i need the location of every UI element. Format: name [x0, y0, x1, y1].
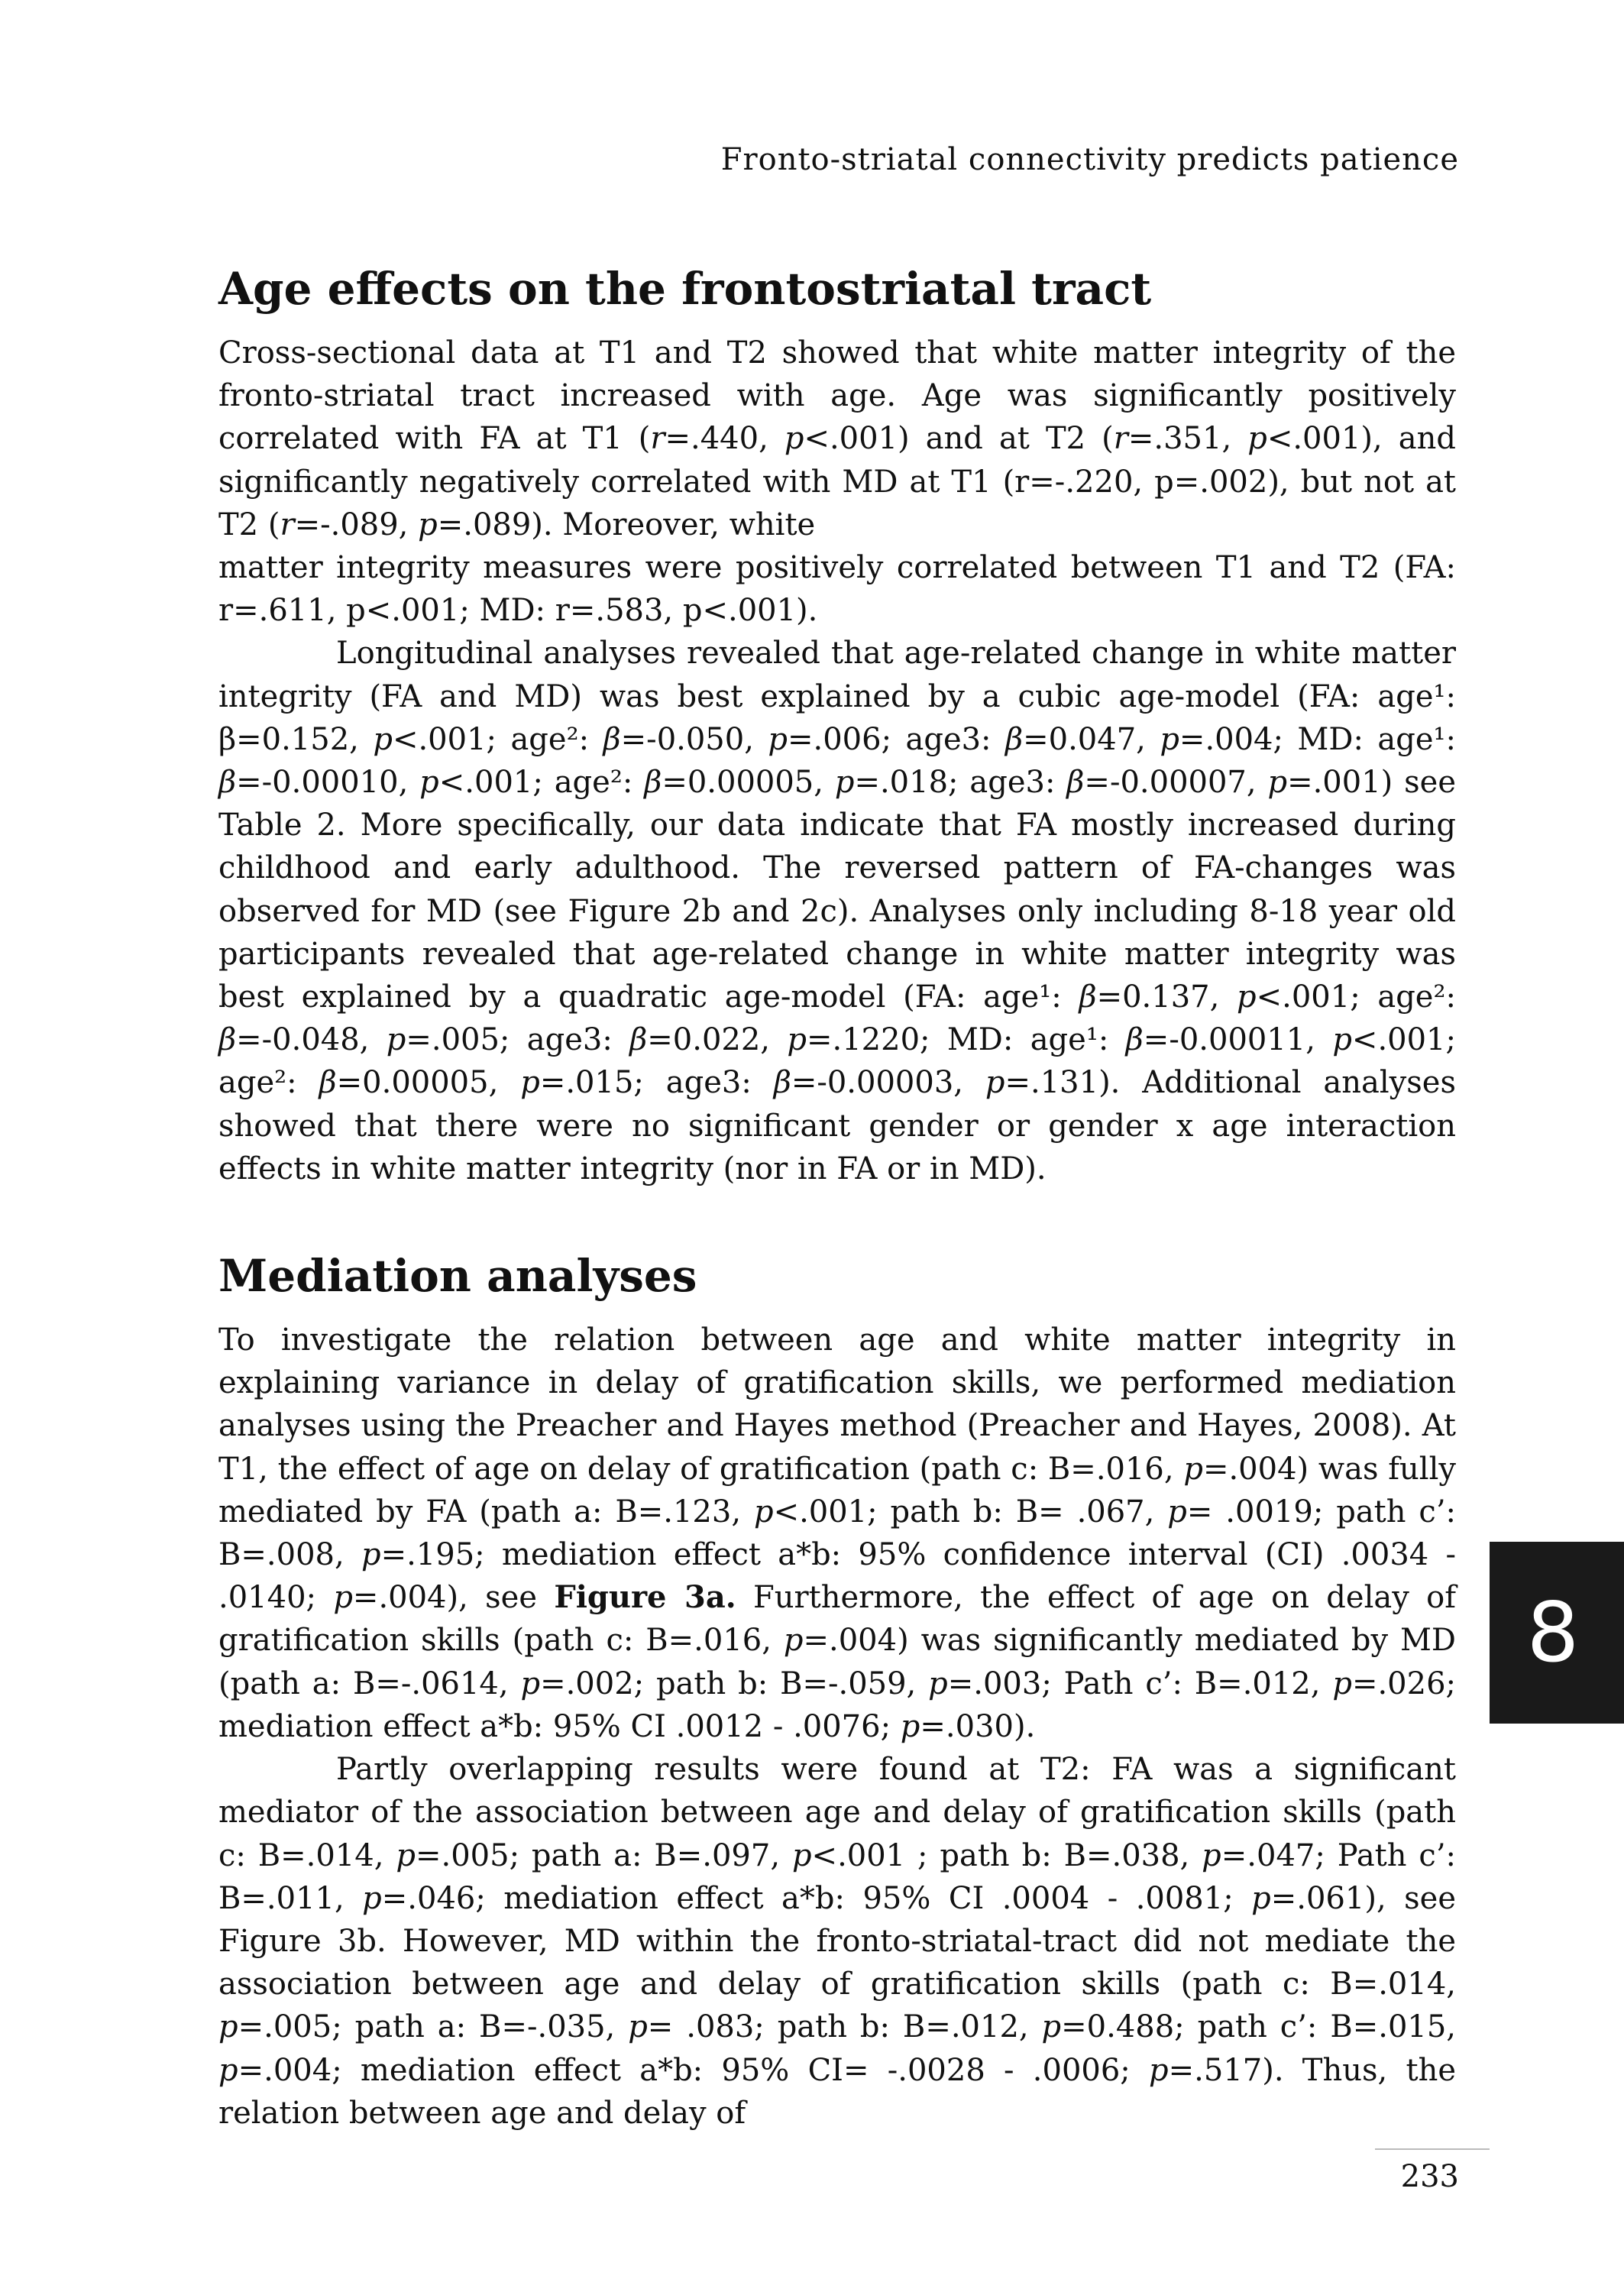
italic-symbol: p — [1247, 421, 1267, 457]
italic-symbol: p — [520, 1065, 540, 1101]
italic-symbol: p — [218, 2052, 238, 2088]
italic-symbol: β — [1004, 721, 1024, 757]
text-run: =.002; path b: B=-.059, — [540, 1666, 929, 1701]
text-run: =0.047, — [1023, 721, 1160, 757]
italic-symbol: p — [1332, 1022, 1352, 1058]
text-run: = .0019; path c’: B=.008, — [218, 1494, 1457, 1573]
text-run: <.001; age²: — [218, 1022, 1456, 1101]
text-run: <.001; path b: B= .067, — [773, 1494, 1168, 1530]
text-run: =0.00005, — [336, 1065, 521, 1101]
italic-symbol: p — [768, 721, 788, 757]
text-run: <.001) and at T2 ( — [804, 421, 1114, 457]
italic-symbol: p — [1160, 721, 1179, 757]
text-run: =.047; Path c’: B=.011, — [218, 1837, 1457, 1916]
italic-symbol: p — [834, 765, 855, 801]
italic-symbol: p — [784, 421, 804, 457]
section-heading-mediation: Mediation analyses — [218, 1250, 697, 1303]
text-run: =.015; age3: — [539, 1065, 774, 1101]
text-run: =.026; mediation effect a*b: 95% CI .0012 - .0076; — [218, 1666, 1456, 1744]
paragraph — [218, 546, 1456, 632]
text-run: = .083; path b: B=.012, — [647, 2009, 1042, 2045]
text-run: <.001; age²: — [392, 721, 603, 757]
italic-symbol: p — [1251, 1880, 1271, 1916]
italic-symbol: p — [1237, 979, 1257, 1015]
text-run: =.351, — [1127, 421, 1248, 457]
section-spacer — [218, 1190, 1456, 1247]
italic-symbol: p — [396, 1837, 416, 1873]
text-run: =-0.00011, — [1143, 1022, 1333, 1058]
text-run: =.440, — [665, 421, 785, 457]
italic-symbol: p — [362, 1880, 382, 1916]
text-run: =.089). Moreover, white — [437, 507, 816, 542]
italic-symbol: β — [1066, 765, 1085, 801]
text-run: <.001), and significantly negatively correlated with MD at T1 (r=-.220, p=.002), but not at T2 ( — [218, 421, 1456, 542]
bold-reference: Figure 3a. — [554, 1579, 736, 1616]
italic-symbol: p — [928, 1666, 948, 1701]
paragraph — [218, 1319, 1456, 1748]
page-body — [218, 260, 1456, 2135]
text-run: =.005; path a: B=.097, — [415, 1837, 792, 1873]
text-run: =.046; mediation effect a*b: 95% CI .0004 - .0081; — [381, 1880, 1252, 1916]
italic-symbol: β — [218, 1022, 237, 1058]
text-run: =0.022, — [647, 1022, 788, 1058]
italic-symbol: p — [361, 1537, 381, 1573]
chapter-tab — [1490, 1542, 1624, 1724]
italic-symbol: p — [1041, 2009, 1062, 2045]
italic-symbol: r — [280, 507, 295, 542]
italic-symbol: r — [1113, 421, 1128, 457]
italic-symbol: p — [1202, 1837, 1221, 1873]
text-run: =.061), see Figure 3b. However, MD within the fronto-striatal-tract did not mediate the association between age and delay of gratification skills (path c: B=.014, — [218, 1880, 1457, 2002]
italic-symbol: p — [333, 1580, 353, 1616]
text-run: =.004; MD: age¹: — [1179, 721, 1457, 757]
italic-symbol: p — [218, 2009, 238, 2045]
text-run: Cross-sectional data at T1 and T2 showed that white matter integrity of the fronto-striatal tract increased with age. Age was significantly positively correlated with FA at T1 ( — [218, 335, 1456, 457]
text-run: Partly overlapping results were found at T2: FA was a significant mediator of the association between age and delay of gratification skills (path c: B=.014, — [218, 1752, 1456, 1873]
text-run: =-0.050, — [620, 721, 768, 757]
italic-symbol: p — [1267, 765, 1288, 801]
text-run: =-0.048, — [236, 1022, 387, 1058]
italic-symbol: p — [787, 1022, 807, 1058]
italic-symbol: β — [629, 1022, 648, 1058]
text-run: =0.00005, — [662, 765, 835, 801]
text-run: =.004) was significantly mediated by MD (path a: B=-.0614, — [218, 1623, 1456, 1701]
italic-symbol: p — [783, 1623, 804, 1659]
italic-symbol: β — [603, 721, 621, 757]
text-run: =.1220; MD: age¹: — [806, 1022, 1126, 1058]
italic-symbol: β — [319, 1065, 337, 1101]
text-run: =.005; path a: B=-.035, — [238, 2009, 629, 2045]
italic-symbol: p — [753, 1494, 774, 1530]
italic-symbol: p — [628, 2009, 648, 2045]
text-run: =0.137, — [1096, 979, 1237, 1015]
page-number: 233 — [1400, 2159, 1459, 2194]
text-run: =-0.00003, — [791, 1065, 985, 1101]
text-run: =.001) see Table 2. More specifically, our data indicate that FA mostly increased during childhood and early adulthood. The reversed pattern of FA-changes was observed for MD (see Figure 2b and 2c). Analyses only including 8-18 year old participants revealed that age-related change in white matter integrity was best explained by a quadratic age-model (FA: age¹: — [218, 765, 1456, 1015]
text-run: =.003; Path c’: B=.012, — [947, 1666, 1333, 1701]
italic-symbol: p — [791, 1837, 812, 1873]
italic-symbol: p — [1183, 1451, 1203, 1487]
paragraph — [218, 332, 1456, 546]
text-run: matter integrity measures were positively correlated between T1 and T2 (FA: r=.611, p<.001; MD: r=.583, p<.001). — [218, 550, 1456, 629]
italic-symbol: β — [773, 1065, 791, 1101]
text-run: <.001 ; path b: B=.038, — [811, 1837, 1202, 1873]
text-run: =.004) was fully mediated by FA (path a: B=.123, — [218, 1451, 1456, 1530]
text-run: <.001; age²: — [1256, 979, 1456, 1015]
text-run: =0.488; path c’: B=.015, — [1061, 2009, 1457, 2045]
italic-symbol: r — [650, 421, 665, 457]
text-run: =-0.00007, — [1084, 765, 1268, 801]
text-run: =.005; age3: — [406, 1022, 630, 1058]
text-run: <.001; age²: — [438, 765, 645, 801]
paragraph — [218, 1748, 1456, 2135]
italic-symbol: p — [520, 1666, 541, 1701]
text-run: =.006; age3: — [787, 721, 1005, 757]
text-run: =.517). Thus, the relation between age and delay of — [218, 2052, 1456, 2131]
italic-symbol: p — [373, 721, 393, 757]
italic-symbol: p — [418, 507, 438, 542]
italic-symbol: p — [386, 1022, 406, 1058]
text-run: Longitudinal analyses revealed that age-related change in white matter integrity (FA and MD) was best explained by a cubic age-model (FA: age¹: β=0.152, — [218, 636, 1456, 757]
running-header: Fronto-striatal connectivity predicts patience — [720, 142, 1459, 177]
text-run: =-0.00010, — [236, 765, 420, 801]
text-run: To investigate the relation between age and white matter integrity in explaining variance in delay of gratification skills, we performed mediation analyses using the Preacher and Hayes method (Preacher and Hayes, 2008). At T1, the effect of age on delay of gratification (path c: B=.016, — [218, 1322, 1456, 1487]
italic-symbol: β — [1079, 979, 1097, 1015]
italic-symbol: β — [218, 765, 237, 801]
italic-symbol: p — [1167, 1494, 1187, 1530]
text-run: =.030). — [920, 1708, 1036, 1744]
italic-symbol: β — [1125, 1022, 1144, 1058]
italic-symbol: p — [419, 765, 439, 801]
italic-symbol: β — [644, 765, 662, 801]
text-run: =.004; mediation effect a*b: 95% CI= -.0028 - .0006; — [238, 2052, 1150, 2088]
text-run: Furthermore, the effect of age on delay of gratification skills (path c: B=.016, — [218, 1580, 1457, 1659]
text-run: =.131). Additional analyses showed that there were no significant gender or gender x age interaction effects in white matter integrity (nor in FA or in MD). — [218, 1065, 1456, 1186]
paragraph — [218, 632, 1456, 1190]
italic-symbol: p — [1332, 1666, 1352, 1701]
chapter-number: 8 — [1526, 1585, 1580, 1681]
text-run: =.195; mediation effect a*b: 95% confidence interval (CI) .0034 - .0140; — [218, 1537, 1457, 1616]
footer-rule — [1375, 2148, 1490, 2150]
text-run: =.004), see — [352, 1580, 555, 1616]
text-run: =.018; age3: — [854, 765, 1067, 801]
italic-symbol: p — [900, 1708, 920, 1744]
section-heading-age-effects: Age effects on the frontostriatal tract — [218, 263, 1152, 315]
italic-symbol: p — [1149, 2052, 1169, 2088]
text-run: =-.089, — [294, 507, 419, 542]
italic-symbol: p — [985, 1065, 1005, 1101]
